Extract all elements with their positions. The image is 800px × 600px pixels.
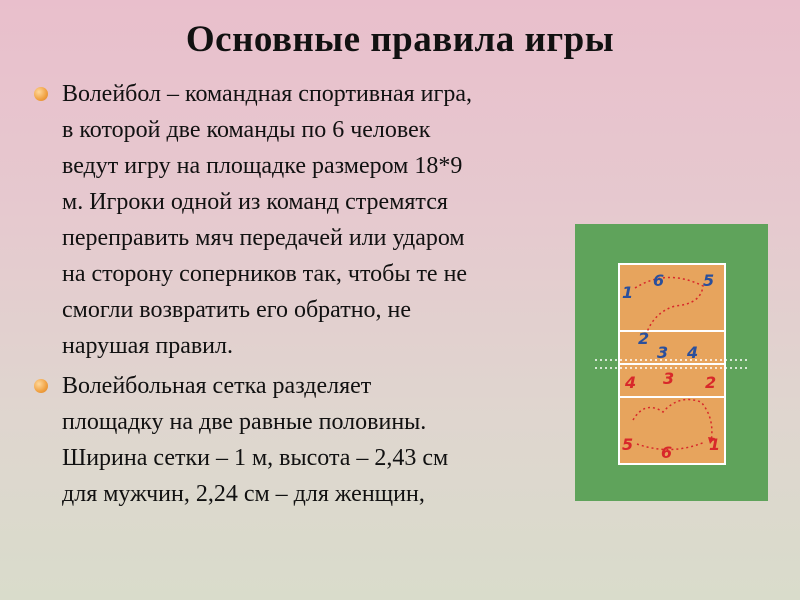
court-number: 3	[657, 343, 669, 362]
court-number: 1	[709, 435, 721, 454]
volleyball-court-diagram	[575, 224, 768, 501]
court-number: 4	[687, 343, 699, 362]
bullet-line: м. Игроки одной из команд стремятся	[62, 189, 448, 215]
bullet-line: смогли возвратить его обратно, не	[62, 297, 412, 323]
court-number: 1	[622, 283, 634, 302]
bullet-line: Волейбол – командная спортивная игра,	[62, 81, 473, 107]
court-number: 5	[703, 271, 715, 290]
bullet-list	[34, 76, 554, 516]
court-svg	[575, 224, 768, 501]
bullet-dot-icon	[34, 379, 48, 393]
bullet-item-game-description	[34, 76, 554, 364]
court-number: 4	[625, 373, 637, 392]
bullet-line: нарушая правил.	[62, 333, 233, 359]
court-number: 2	[638, 329, 650, 348]
bullet-line: Ширина сетки – 1 м, высота – 2,43 см	[62, 445, 449, 471]
court-number: 3	[663, 369, 675, 388]
bullet-line: площадку на две равные половины.	[62, 409, 427, 435]
bullet-line: Волейбольная сетка разделяет	[62, 373, 372, 399]
bullet-dot-icon	[34, 87, 48, 101]
court-number: 6	[661, 443, 673, 462]
court-number: 6	[653, 271, 665, 290]
bullet-line: переправить мяч передачей или ударом	[62, 225, 465, 251]
bullet-item-net-description	[34, 368, 554, 512]
bullet-line: ведут игру на площадке размером 18*9	[62, 153, 463, 179]
court-number: 5	[622, 435, 634, 454]
court-number: 2	[705, 373, 717, 392]
slide-title: Основные правила игры	[185, 19, 615, 60]
bullet-line: для мужчин, 2,24 см – для женщин,	[62, 481, 425, 507]
bullet-line: на сторону соперников так, чтобы те не	[62, 261, 468, 287]
bullet-line: в которой две команды по 6 человек	[62, 117, 431, 143]
